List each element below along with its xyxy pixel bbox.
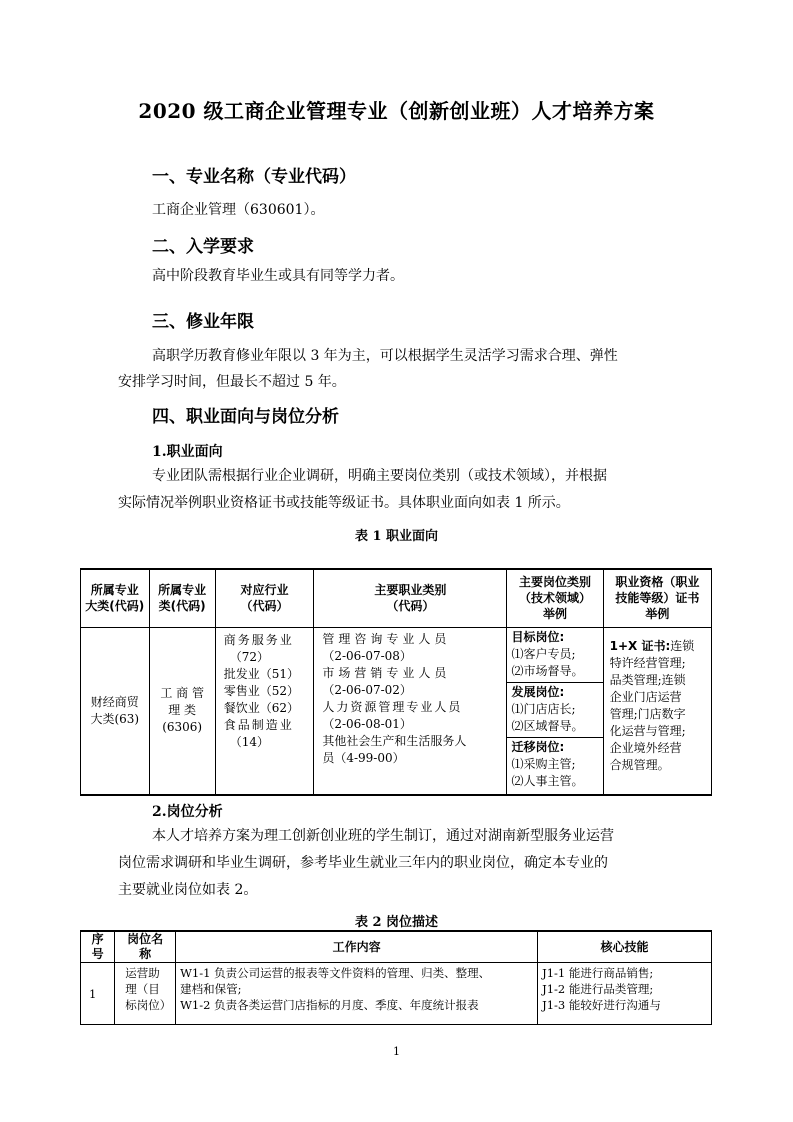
header-work-content: 工作内容 — [176, 931, 538, 963]
cell-core-skills: J1-1 能进行商品销售; J1-2 能进行品类管理; J1-3 能较好进行沟通与 — [538, 963, 712, 1025]
header-no: 序 号 — [81, 931, 115, 963]
header-certificates: 职业资格（职业 技能等级）证书 举例 — [603, 569, 711, 627]
header-positions: 主要岗位类别 （技术领域） 举例 — [507, 569, 603, 627]
cell-industries: 商务服务业 （72） 批发业（51） 零售业（52） 餐饮业（62） 食品制造业 （14） — [215, 627, 314, 795]
target-positions: 目标岗位: ⑴客户专员; ⑵市场督导。 — [511, 629, 584, 678]
header-major-class: 所属专业 类(代码) — [149, 569, 215, 627]
position-description-table — [80, 930, 712, 1025]
career-orientation-table — [80, 568, 712, 796]
development-positions: 发展岗位: ⑴门店店长; ⑵区域督导。 — [507, 682, 602, 737]
header-major-category: 所属专业 大类(代码) — [81, 569, 150, 627]
table-header-row — [81, 931, 712, 963]
transfer-positions: 迁移岗位: ⑴采购主管; ⑵人事主管。 — [507, 737, 602, 792]
subsection-2-line-3: 主要就业岗位如表 2。 — [118, 882, 258, 898]
section-2-heading: 二、入学要求 — [152, 237, 254, 257]
section-4-heading: 四、职业面向与岗位分析 — [152, 407, 339, 427]
cell-work-content: W1-1 负责公司运营的报表等文件资料的管理、归类、整理、 建档和保管; W1-2 负责各类运营门店指标的月度、季度、年度统计报表 — [176, 963, 538, 1025]
document-title: 2020 级工商企业管理专业（创新创业班）人才培养方案 — [138, 99, 655, 123]
table-2-caption: 表 2 岗位描述 — [354, 915, 439, 930]
section-1-heading: 一、专业名称（专业代码） — [152, 167, 356, 187]
table-row — [81, 963, 712, 1025]
cell-no: 1 — [81, 963, 115, 1025]
header-occupation: 主要职业类别 （代码） — [314, 569, 507, 627]
section-3-line-2: 安排学习时间，但最长不超过 5 年。 — [118, 374, 346, 390]
subsection-1-line-1: 专业团队需根据行业企业调研，明确主要岗位类别（或技术领域），并根据 — [152, 468, 607, 484]
cell-major-class: 工 商 管 理 类 (6306) — [149, 627, 215, 795]
subsection-2-heading: 2.岗位分析 — [152, 804, 223, 820]
cell-certificates: 1+X 证书:连锁 特许经营管理; 品类管理;连锁 企业门店运营 管理;门店数字 化运营与管理; 企业境外经营 合规管理。 — [603, 627, 711, 795]
cell-major-category: 财经商贸 大类(63) — [81, 627, 150, 795]
table-1-caption: 表 1 职业面向 — [354, 529, 439, 544]
cell-positions — [507, 627, 603, 795]
header-core-skills: 核心技能 — [538, 931, 712, 963]
subsection-1-line-2: 实际情况举例职业资格证书或技能等级证书。具体职业面向如表 1 所示。 — [118, 495, 570, 511]
cell-occupations: 管理咨询专业人员 （2-06-07-08） 市场营销专业人员 （2-06-07-02） 人力资源管理专业人员 （2-06-08-01） 其他社会生产和生活服务人 员（4-99-00） — [314, 627, 507, 795]
section-3-heading: 三、修业年限 — [152, 312, 254, 332]
page-number: 1 — [393, 1045, 400, 1058]
cert-label: 1+X 证书: — [609, 638, 671, 653]
subsection-2-line-1: 本人才培养方案为理工创新创业班的学生制订，通过对湖南新型服务业运营 — [152, 828, 614, 844]
section-2-text: 高中阶段教育毕业生或具有同等学力者。 — [152, 268, 404, 284]
header-industry: 对应行业 （代码） — [215, 569, 314, 627]
section-1-text: 工商企业管理（630601）。 — [152, 202, 325, 218]
cell-position-name: 运营助 理（目 标岗位） — [115, 963, 176, 1025]
table-header-row — [81, 569, 712, 627]
subsection-1-heading: 1.职业面向 — [152, 444, 223, 460]
section-3-line-1: 高职学历教育修业年限以 3 年为主，可以根据学生灵活学习需求合理、弹性 — [152, 348, 618, 364]
header-position-name: 岗位名 称 — [115, 931, 176, 963]
subsection-2-line-2: 岗位需求调研和毕业生调研，参考毕业生就业三年内的职业岗位，确定本专业的 — [118, 855, 608, 871]
table-row — [81, 627, 712, 795]
